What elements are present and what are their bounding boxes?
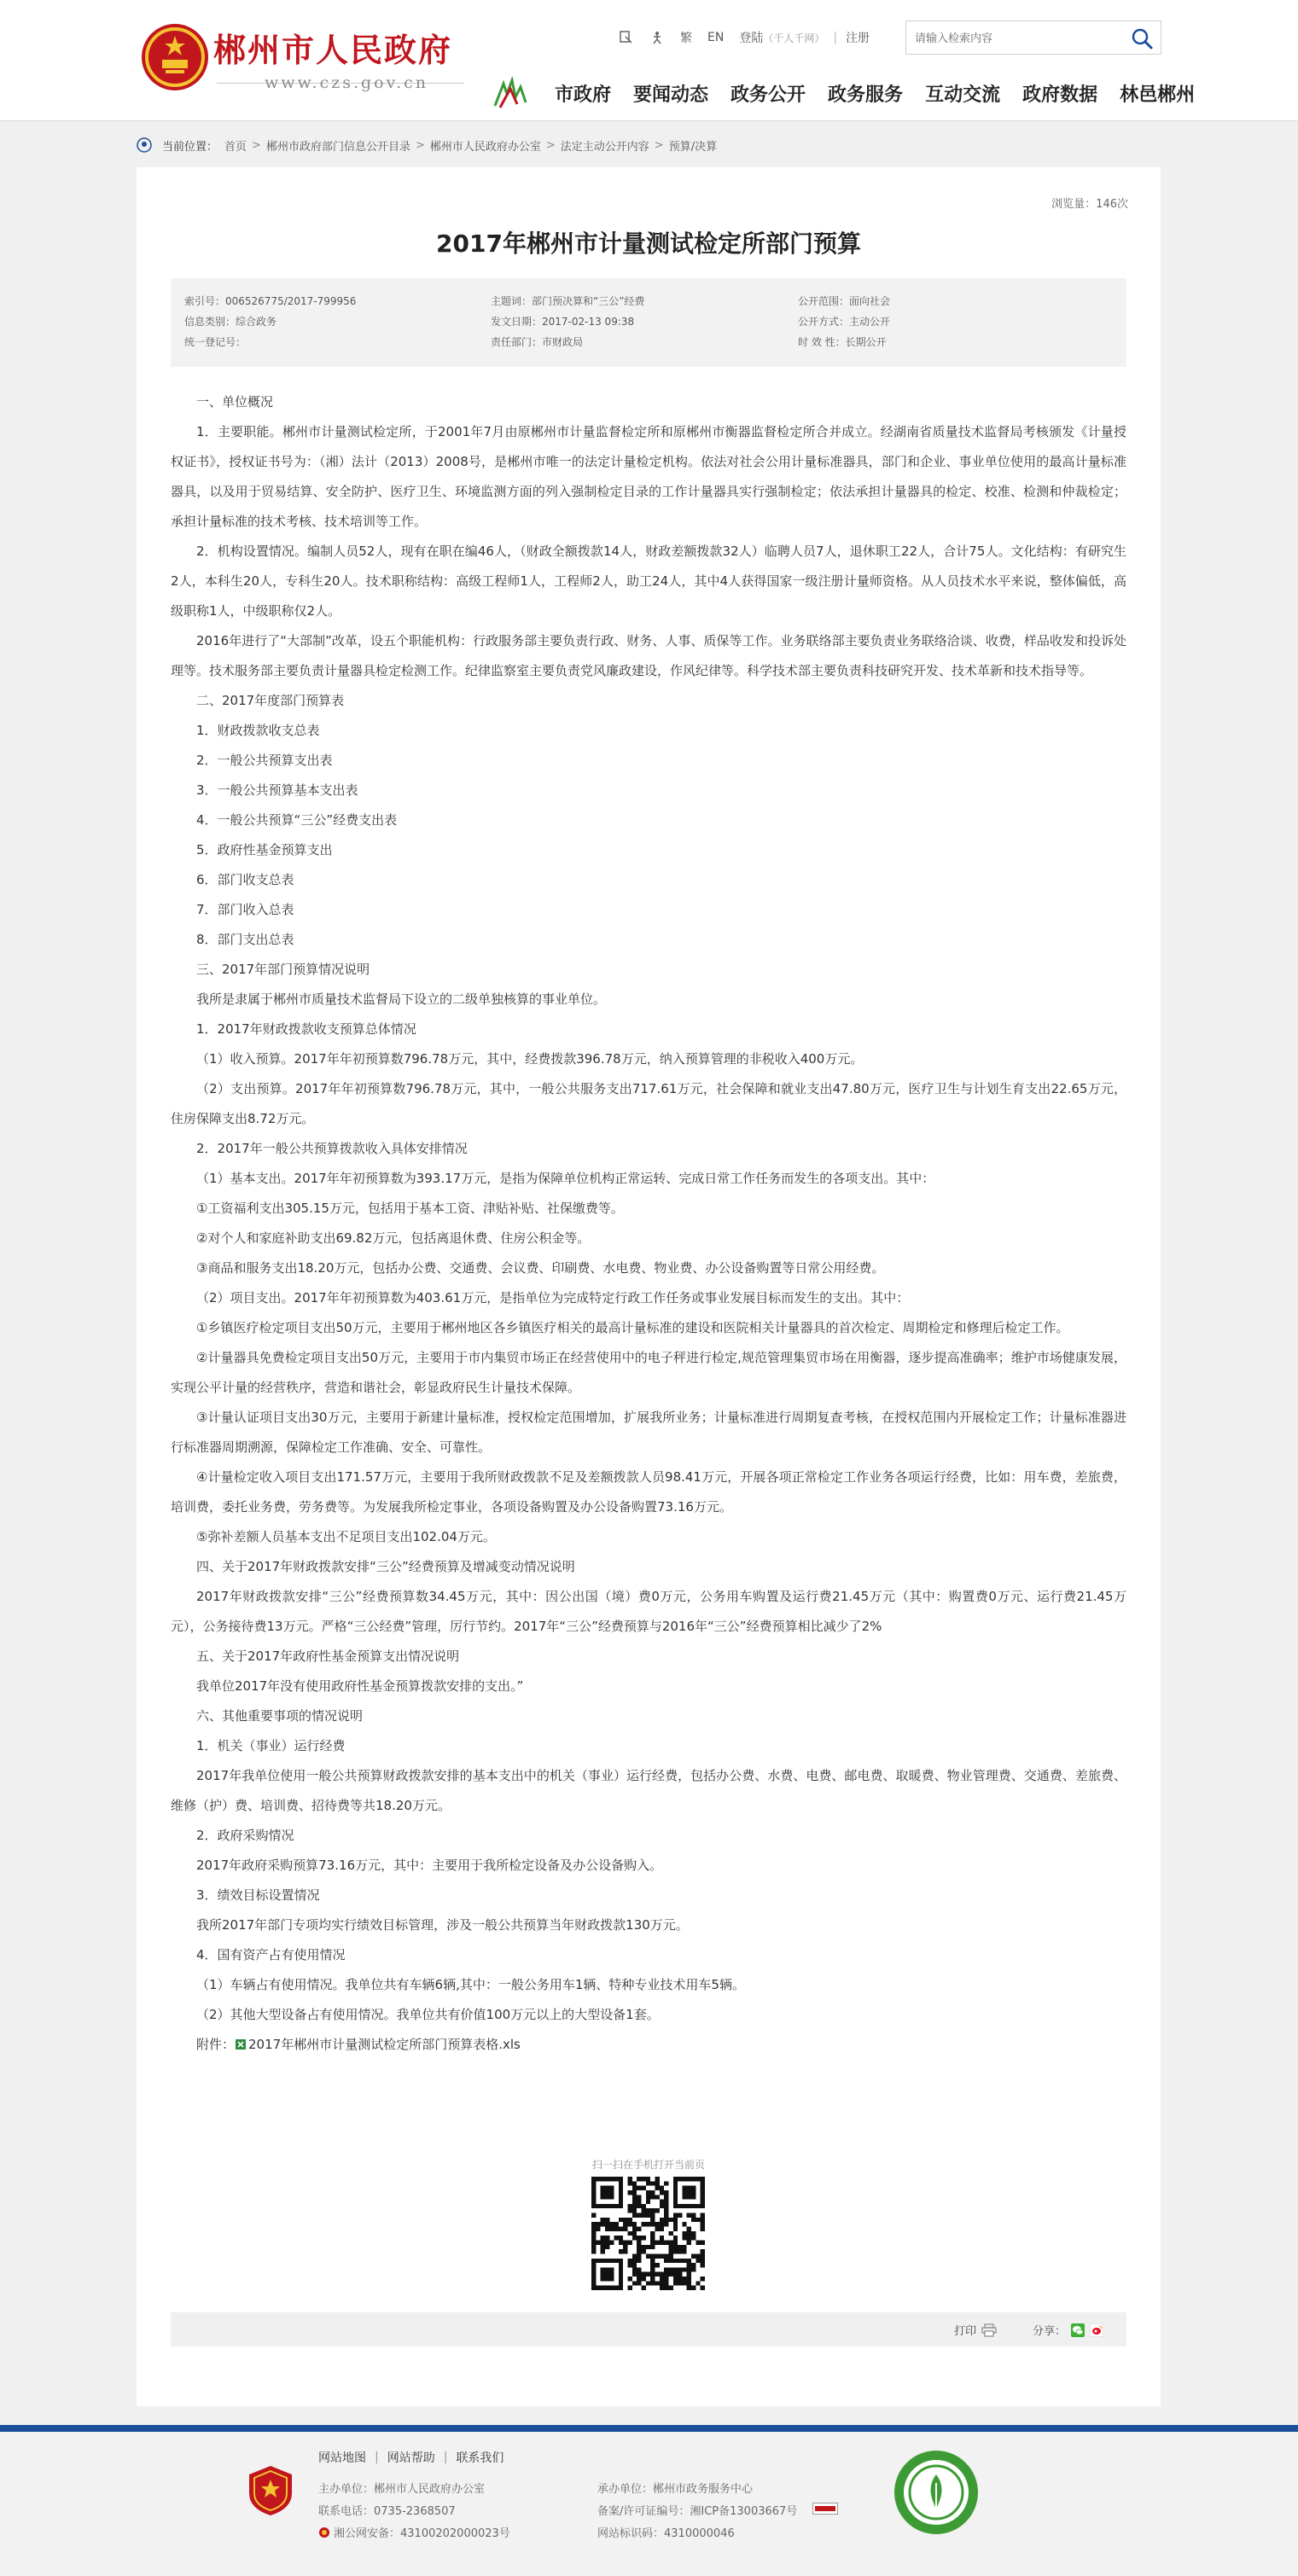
meta-subject: 主题词：部门预决算和“三公”经费 [491,295,645,307]
paragraph: （1）车辆占有使用情况。我单位共有车辆6辆,其中：一般公务用车1辆、特种专业技术用车5辆。 [196,1977,745,1992]
paragraph: （1）收入预算。2017年年初预算数796.78万元，其中，经费拨款396.78万元，纳入预算管理的非税收入400万元。 [196,1051,864,1067]
weibo-share-icon[interactable] [1090,2323,1103,2337]
nav-item-public-affairs[interactable]: 政务公开 [730,84,806,106]
paragraph: 7．部门收入总表 [196,902,294,917]
breadcrumb-home[interactable]: 首页 [224,140,247,154]
login-link[interactable]: 登陆 [739,32,764,45]
article-card [137,167,1161,2406]
paragraph: ②计量器具免费检定项目支出50万元，主要用于市内集贸市场正在经营使用中的电子秤进行检定,规范管理集贸市场在用衡器，逐步提高准确率；维护市场健康发展，实现公平计量的经营秩序，营造和谐社会，彰显政府民生计量技术保障。 [171,1350,1126,1395]
qr-code-icon [591,2177,705,2290]
footer-link-separator: | [443,2451,448,2464]
paragraph: ①乡镇医疗检定项目支出50万元，主要用于郴州地区各乡镇医疗相关的最高计量标准的建设和医院相关计量器具的首次检定、周期检定和修理后检定工作。 [196,1320,1069,1335]
search-input[interactable] [915,26,1120,49]
footer-organizer: 承办单位：郴州市政务服务中心 [597,2483,754,2496]
article-title: 2017年郴州市计量测试检定所部门预算 [436,230,861,258]
paragraph: 8．部门支出总表 [196,932,294,947]
paragraph: 我所2017年部门专项均实行绩效目标管理，涉及一般公共预算当年财政拨款130万元。 [196,1917,689,1933]
nav-item-services[interactable]: 政务服务 [828,84,904,106]
xls-file-icon [235,2038,247,2050]
paragraph: 二、2017年度部门预算表 [196,693,345,708]
meta-method: 公开方式：主动公开 [798,316,891,328]
meta-unified-code: 统一登记号： [184,336,247,348]
paragraph: ①工资福利支出305.15万元，包括用于基本工资、津贴补贴、社保缴费等。 [196,1201,624,1216]
attachment-line [171,2030,1126,2060]
top-links [619,27,870,48]
paragraph: 4．国有资产占有使用情况 [196,1947,346,1963]
nav-item-news[interactable]: 要闻动态 [633,84,709,106]
paragraph: 5．政府性基金预算支出 [196,842,333,858]
english-link[interactable]: EN [707,31,725,44]
paragraph: 1．主要职能。郴州市计量测试检定所，于2001年7月由原郴州市计量监督检定所和原郴州市衡器监督检定所合并成立。经湖南省质量技术监督局考核颁发《计量授权证书》，授权证书号为：（湘）法计（2013）2008号，是郴州市唯一的法定计量检定机构。依法对社会公用计量标准器具，部门和企业、事业单位使用的最高计量标准器具，以及用于贸易结算、安全防护、医疗卫生、环境监测方面的列入强制检定目录的工作计量器具实行强制检定；依法承担计量器具的检定、校准、检测和仲裁检定；承担计量标准的技术考核、技术培训等工作。 [171,424,1126,529]
action-bar [171,2312,1126,2346]
accessibility-link[interactable] [619,30,634,45]
breadcrumb-separator: > [415,138,425,152]
main-navigation [555,80,1195,107]
meta-validity: 时 效 性：长期公开 [798,336,887,348]
paragraph: 6．部门收支总表 [196,872,294,887]
paragraph: 三、2017年部门预算情况说明 [196,962,370,977]
attachment-label: 附件： [196,2037,236,2052]
national-emblem-icon [140,22,210,92]
elder-care-icon [649,30,665,45]
nav-item-government[interactable]: 市政府 [555,84,612,106]
search-icon[interactable] [1130,26,1154,50]
meta-index-no: 索引号：006526775/2017-799956 [184,295,357,307]
party-emblem-icon [247,2464,294,2517]
share-label: 分享： [1033,2325,1067,2338]
breadcrumb-separator: > [545,138,556,152]
breadcrumb-label: 当前位置： [162,140,218,154]
footer-links [318,2449,503,2466]
meta-publish-date: 发文日期：2017-02-13 09:38 [491,316,635,328]
paragraph: （1）基本支出。2017年年初预算数为393.17万元，是指为保障单位机构正常运转、完成日常工作任务而发生的各项支出。其中： [196,1171,935,1186]
footer-link-contact[interactable]: 联系我们 [456,2451,504,2465]
article-meta [171,278,1126,367]
paragraph: 1．财政拨款收支总表 [196,723,320,738]
location-pin-icon [137,137,152,153]
wechat-share-icon[interactable] [1071,2323,1085,2337]
paragraph: 一、单位概况 [196,394,274,410]
paragraph: 4．一般公共预算“三公”经费支出表 [196,812,398,828]
footer-police-record[interactable] [318,2524,510,2540]
footer-icp[interactable]: 备案/许可证编号：湘ICP备13003667号 [597,2505,798,2518]
paragraph: 2017年我单位使用一般公共预算财政拨款安排的基本支出中的机关（事业）运行经费，包括办公费、水费、电费、邮电费、取暖费、物业管理费、交通费、差旅费、维修（护）费、培训费、招待费等共18.20万元。 [171,1768,1126,1813]
police-badge-icon [318,2527,330,2538]
paragraph: 2017年财政拨款安排“三公”经费预算数34.45万元，其中：因公出国（境）费0万元，公务用车购置及运行费21.45万元（其中：购置费0万元、运行费21.45万元），公务接待费13万元。严格“三公经费”管理，厉行节约。2017年“三公”经费预算与2016年“三公”经费预算相比减少了2% [171,1589,1126,1634]
paragraph: 我单位2017年没有使用政府性基金预算拨款安排的支出。” [196,1678,524,1694]
paragraph: 1．机关（事业）运行经费 [196,1738,346,1753]
nav-decoration-icon [492,77,534,111]
search-box [905,20,1161,55]
paragraph: 2．2017年一般公共预算拨款收入具体安排情况 [196,1141,468,1156]
paragraph: 2017年政府采购预算73.16万元，其中：主要用于我所检定设备及办公设备购入。 [196,1858,663,1873]
paragraph: 2．一般公共预算支出表 [196,753,333,768]
footer-host: 主办单位：郴州市人民政府办公室 [318,2483,486,2496]
paragraph: 3．绩效目标设置情况 [196,1887,320,1903]
meta-dept: 责任部门：市财政局 [491,336,584,348]
paragraph: （2）其他大型设备占有使用情况。我单位共有价值100万元以上的大型设备1套。 [196,2007,660,2022]
breadcrumb-budget[interactable]: 预算/决算 [668,140,718,154]
nav-item-interaction[interactable]: 互动交流 [925,84,1001,106]
article-body [171,387,1126,2060]
site-footer [0,2432,1298,2576]
breadcrumb-public-content[interactable]: 法定主动公开内容 [560,140,649,154]
paragraph: 2．政府采购情况 [196,1828,294,1843]
breadcrumb-office[interactable]: 郴州市人民政府办公室 [429,140,541,154]
paragraph: （2）支出预算。2017年年初预算数796.78万元，其中，一般公共服务支出717.61万元，社会保障和就业支出47.80万元，医疗卫生与计划生育支出22.65万元，住房保障支出8.72万元。 [171,1081,1126,1126]
site-header [0,0,1298,121]
breadcrumb-dept-catalog[interactable]: 郴州市政府部门信息公开目录 [265,140,410,154]
paragraph: 四、关于2017年财政拨款安排“三公”经费预算及增减变动情况说明 [196,1559,575,1574]
paragraph: ④计量检定收入项目支出171.57万元，主要用于我所财政拨款不足及差额拨款人员98.41万元，开展各项正常检定工作业务各项运行经费，比如：用车费，差旅费，培训费，委托业务费，劳务费等。为发展我所检定事业，各项设备购置及办公设备购置73.16万元。 [171,1469,1126,1515]
register-link[interactable]: 注册 [846,32,870,45]
paragraph: ⑤弥补差额人员基本支出不足项目支出102.04万元。 [196,1529,496,1544]
footer-link-separator: | [375,2451,379,2464]
meta-category: 信息类别：综合政务 [184,316,277,328]
civilized-website-badge-icon[interactable] [893,2449,980,2536]
footer-phone: 联系电话：0735-2368507 [318,2505,456,2518]
paragraph: ③计量认证项目支出30万元，主要用于新建计量标准，授权检定范围增加，扩展我所业务；计量标准进行周期复查考核，在授权范围内开展检定工作；计量标准器进行标准器周期溯源，保障检定工作准确、安全、可靠性。 [171,1410,1126,1455]
paragraph: 3．一般公共预算基本支出表 [196,782,358,798]
site-domain: www.czs.gov.cn [265,73,429,92]
site-name[interactable]: 郴州市人民政府 [213,31,453,69]
footer-link-sitemap[interactable]: 网站地图 [318,2451,366,2465]
nav-item-data[interactable]: 政府数据 [1022,84,1098,106]
attachment-link[interactable]: 2017年郴州市计量测试检定所部门预算表格.xls [248,2037,521,2052]
meta-scope: 公开范围：面向社会 [798,295,891,307]
link-divider: | [833,31,838,44]
paragraph: 六、其他重要事项的情况说明 [196,1708,364,1724]
print-label: 打印 [954,2325,977,2338]
paragraph: 我所是隶属于郴州市质量技术监督局下设立的二级单独核算的事业单位。 [196,991,607,1007]
accessibility-icon [619,30,634,45]
print-button[interactable] [954,2322,997,2338]
nav-item-linyi-chenzhou[interactable]: 林邑郴州 [1120,84,1196,106]
breadcrumb [137,133,717,157]
view-count: 浏览量：146次 [1051,198,1128,211]
paragraph: 五、关于2017年政府性基金预算支出情况说明 [196,1649,460,1664]
printer-icon [981,2323,997,2337]
footer-stripe [0,2425,1298,2432]
footer-site-code: 网站标识码：4310000046 [597,2527,735,2540]
share-block [1033,2322,1103,2338]
cnnic-badge-icon [812,2503,838,2515]
paragraph: ③商品和服务支出18.20万元，包括办公费、交通费、会议费、印刷费、水电费、物业费、办公设备购置等日常公用经费。 [196,1260,885,1276]
paragraph: （2）项目支出。2017年年初预算数为403.61万元，是指单位为完成特定行政工作任务或事业发展目标而发生的支出。其中： [196,1290,910,1305]
paragraph: 2016年进行了“大部制”改革，设五个职能机构：行政服务部主要负责行政、财务、人事、质保等工作。业务联络部主要负责业务联络洽谈、收费，样品收发和投诉处理等。技术服务部主要负责计量器具检定检测工作。纪律监察室主要负责党风廉政建设，作风纪律等。科学技术部主要负责科技研究开发、技术革新和技术指导等。 [171,633,1126,678]
elder-mode-link[interactable] [649,30,665,45]
footer-link-help[interactable]: 网站帮助 [387,2451,435,2465]
footer-police-text: 湘公网安备：43100202000023号 [334,2527,510,2540]
paragraph: ②对个人和家庭补助支出69.82万元，包括离退休费、住房公积金等。 [196,1230,591,1246]
qr-caption: 扫一扫在手机打开当前页 [591,2159,705,2171]
traditional-chinese-link[interactable]: 繁 [680,32,692,45]
paragraph: 1．2017年财政拨款收支预算总体情况 [196,1021,416,1037]
paragraph: 2．机构设置情况。编制人员52人，现有在职在编46人，（财政全额拨款14人，财政差额拨款32人）临聘人员7人，退休职工22人，合计75人。文化结构：有研究生2人，本科生20人，专科生20人。技术职称结构：高级工程师1人，工程师2人，助工24人，其中4人获得国家一级注册计量师资格。从人员技术水平来说，整体偏低，高级职称1人，中级职称仅2人。 [171,544,1126,619]
breadcrumb-separator: > [654,138,664,152]
breadcrumb-separator: > [252,138,261,152]
login-note: （千人千网） [763,32,825,44]
